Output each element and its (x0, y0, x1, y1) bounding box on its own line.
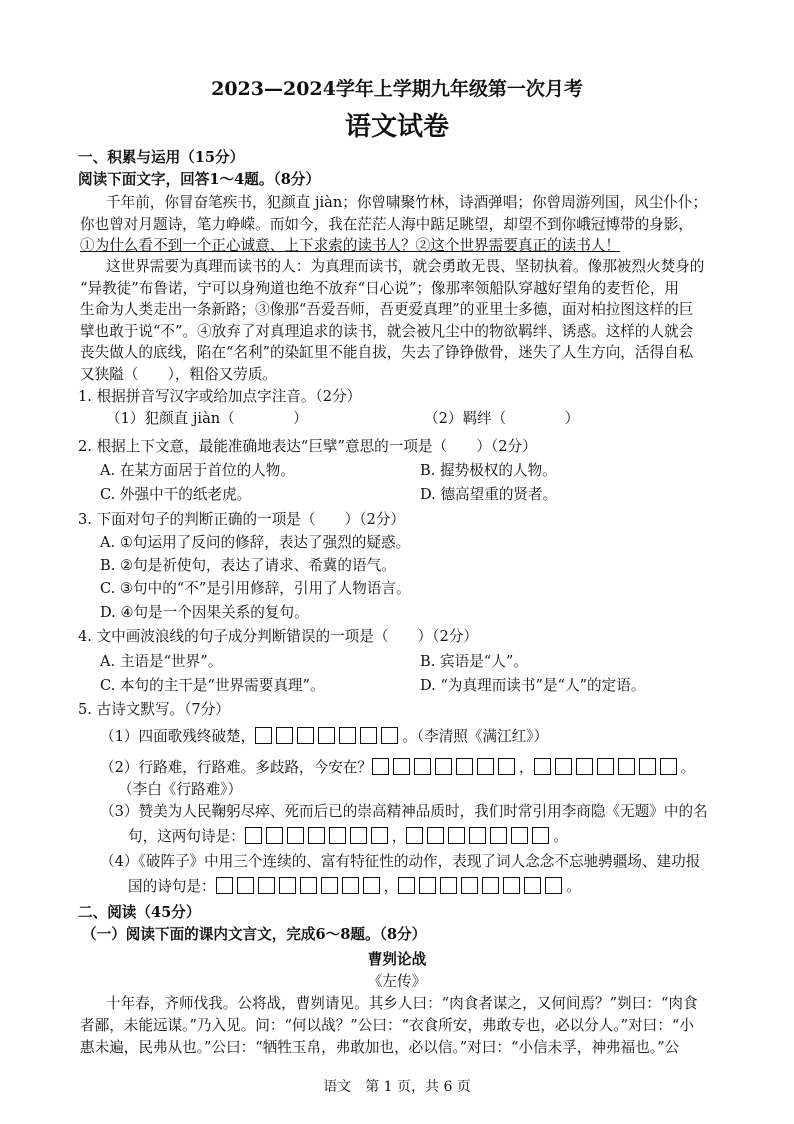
answer-boxes[interactable] (216, 877, 384, 897)
passage-line: 擘也敢于说“不”。④放弃了对真理追求的读书，就会被凡尘中的物欲羁绊、诱惑。这样的人就会 (80, 323, 694, 340)
passage-line: ①为什么看不到一个正心诚意、上下求索的读书人？②这个世界需要真正的读书人！ (80, 237, 620, 254)
option-d[interactable]: D. “为真理而读书”是“人”的定语。 (420, 677, 646, 694)
exam-title: 2023—2024学年上学期九年级第一次月考 (211, 78, 583, 100)
passage-line: “异教徒”布鲁诺，宁可以身殉道也绝不放弃“日心说”；像那率领船队穿越好望角的麦哲伦，用 (80, 280, 680, 297)
answer-boxes[interactable] (398, 877, 566, 897)
question-5: 5. 古诗文默写。（7分） (78, 701, 230, 718)
recitation-4: 国的诗句是： ， 。 (128, 878, 581, 895)
recitation-1 (100, 727, 548, 747)
option-b[interactable]: B. 宾语是“人”。 (420, 653, 528, 670)
section-2-part-1-heading: （一）阅读下面的课内文言文，完成6～8题。（8分） (82, 926, 427, 943)
option-a[interactable]: A. 在某方面居于首位的人物。 (100, 462, 295, 479)
option-d[interactable]: D. 德高望重的贤者。 (420, 486, 558, 503)
recitation-1-source: 。（李清照《满江红》） (402, 728, 549, 745)
question-3: 3. 下面对句子的判断正确的一项是（ ）（2分） (78, 511, 406, 528)
option-b[interactable]: B. ②句是祈使句，表达了请求、希冀的语气。 (100, 557, 396, 574)
question-4: 4. 文中画波浪线的句子成分判断错误的一项是（ ）（2分） (78, 628, 478, 645)
exam-subject-title: 语文试卷 (344, 112, 449, 142)
section-2-heading: 二、阅读（45分） (78, 904, 201, 921)
question-1-part-1[interactable]: （1）犯颜直 jiàn（ ） (106, 410, 308, 427)
answer-boxes[interactable] (245, 827, 392, 847)
recitation-2: （2）行路难，行路难。多歧路，今安在？ ， 。 (100, 759, 696, 776)
option-a[interactable]: A. 主语是“世界”。 (100, 653, 223, 670)
recitation-1-prompt: （1）四面歌残终破楚， (100, 728, 256, 745)
answer-boxes[interactable] (406, 827, 553, 847)
question-1-part-2[interactable]: （2）羁绊（ ） (424, 410, 580, 427)
passage-line: 生命为人类走出一条新路；③像那“吾爱吾师，吾更爱真理”的亚里士多德，面对柏拉图这样的巨 (80, 301, 694, 318)
question-1: 1. 根据拼音写汉字或给加点字注音。（2分） (78, 388, 362, 405)
answer-boxes[interactable] (255, 727, 402, 747)
section-1-intro: 阅读下面文字，回答1～4题。（8分） (78, 171, 321, 188)
recitation-2-prompt: （2）行路难，行路难。多歧路，今安在？ (100, 759, 372, 776)
page-footer: 语文 第 1 页，共 6 页 (323, 1079, 471, 1095)
recitation-4-prompt: （4）《破阵子》中用三个连续的、富有特征性的动作，表现了词人念念不忘驰骋疆场、建功报 (100, 853, 701, 870)
essay-line: 惠未遍，民弗从也。”公曰：“牺牲玉帛，弗敢加也，必以信。”对曰：“小信未孚，神弗福也。”公 (80, 1039, 680, 1056)
recitation-3: 句，这两句诗是： ， 。 (128, 828, 568, 845)
option-d[interactable]: D. ④句是一个因果关系的复句。 (100, 604, 309, 621)
option-b[interactable]: B. 握势极权的人物。 (420, 462, 557, 479)
recitation-2-source: （李白《行路难》） (118, 781, 243, 798)
option-c[interactable]: C. 外强中干的纸老虎。 (100, 486, 252, 503)
answer-boxes[interactable] (372, 758, 519, 778)
option-a[interactable]: A. ①句运用了反问的修辞，表达了强烈的疑惑。 (100, 534, 411, 551)
question-2: 2. 根据上下文意，最能准确地表达“巨擘”意思的一项是（ ）（2分） (78, 438, 537, 455)
essay-line: 者鄙，未能远谋。”乃入见。问：“何以战？”公曰：“衣食所安，弗敢专也，必以分人。”对曰：“小 (80, 1017, 694, 1034)
essay-title: 曹刿论战 (367, 951, 427, 968)
essay-source: 《左传》 (367, 973, 427, 990)
essay-line: 十年春，齐师伐我。公将战，曹刿请见。其乡人曰：“肉食者谋之，又何间焉？”刿曰：“肉食 (106, 995, 698, 1012)
passage-line: 你也曾对月题诗，笔力峥嵘。而如今，我在茫茫人海中踮足眺望，却望不到你峨冠博带的身影， (80, 216, 693, 233)
passage-line: 千年前，你冒奋笔疾书，犯颜直 jiàn；你曾啸聚竹林，诗酒弹唱；你曾周游列国，风尘仆仆； (106, 194, 708, 211)
section-1-heading: 一、积累与运用（15分） (78, 149, 245, 166)
option-c[interactable]: C. 本句的主干是“世界需要真理”。 (100, 677, 325, 694)
recitation-3-prompt: （3）赞美为人民鞠躬尽瘁、死而后已的崇高精神品质时，我们时常引用李商隐《无题》中的名 (100, 803, 708, 820)
passage-line: 丧失做人的底线，陷在“名利”的染缸里不能自拔，失去了铮铮傲骨，迷失了人生方向，活得自私 (80, 344, 694, 361)
option-c[interactable]: C. ③句中的“不”是引用修辞，引用了人物语言。 (100, 580, 411, 597)
answer-boxes[interactable] (534, 758, 681, 778)
passage-line: 又狭隘（ ），粗俗又劳质。 (80, 366, 278, 383)
passage-line: 这世界需要为真理而读书的人：为真理而读书，就会勇敢无畏、坚韧执着。像那被烈火焚身的 (106, 258, 705, 275)
